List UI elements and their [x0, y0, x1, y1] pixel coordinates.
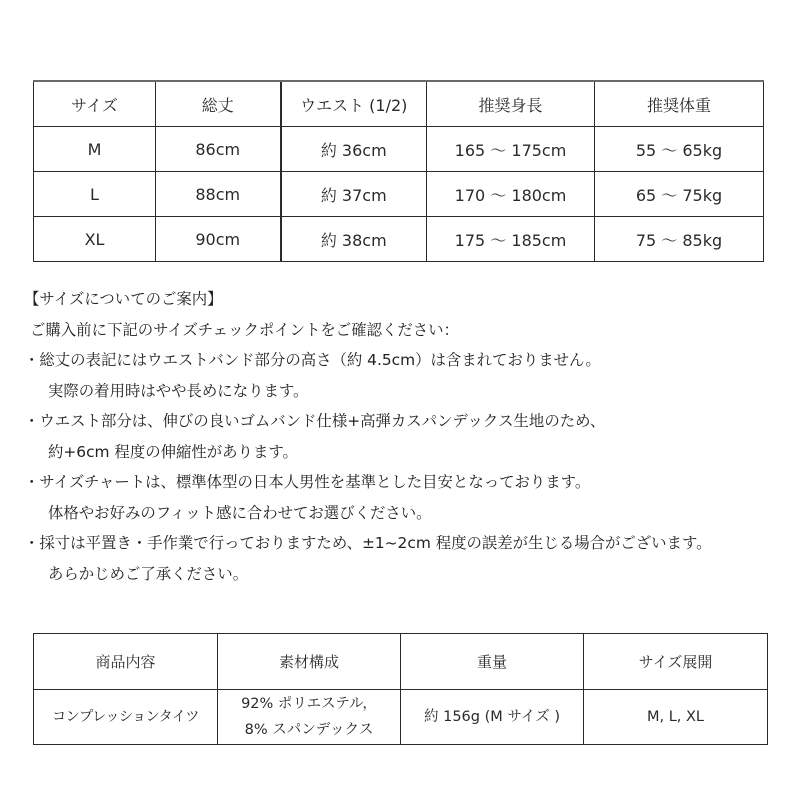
- cell-size-range: M, L, XL: [584, 690, 768, 745]
- size-chart-header-row: [34, 81, 764, 127]
- header-size: サイズ: [34, 81, 156, 127]
- cell-height: 175 ～ 185cm: [427, 217, 595, 262]
- note-item-length: ・総丈の表記にはウエストバンド部分の高さ（約 4.5cm）は含まれておりません。: [24, 351, 601, 369]
- cell-length: 86cm: [156, 127, 281, 172]
- header-recommended-height: 推奨身長: [427, 81, 595, 127]
- table-row: [34, 127, 764, 172]
- cell-waist: 約 36cm: [281, 127, 427, 172]
- spec-header-row: [34, 634, 768, 690]
- cell-size: XL: [34, 217, 156, 262]
- table-row: [34, 690, 768, 745]
- cell-material: [218, 690, 401, 745]
- header-material: 素材構成: [218, 634, 401, 690]
- note-item-chart-cont: 体格やお好みのフィット感に合わせてお選びください。: [48, 503, 432, 522]
- cell-height: 170 ～ 180cm: [427, 172, 595, 217]
- cell-weight: 55 ～ 65kg: [595, 127, 764, 172]
- note-item-waist-cont: 約+6cm 程度の伸縮性があります。: [48, 442, 298, 461]
- size-chart-table: [33, 80, 764, 262]
- cell-weight: 75 ～ 85kg: [595, 217, 764, 262]
- cell-height: 165 ～ 175cm: [427, 127, 595, 172]
- material-line-spandex: 8% スパンデックス: [244, 722, 374, 738]
- cell-size: M: [34, 127, 156, 172]
- cell-weight: 65 ～ 75kg: [595, 172, 764, 217]
- header-total-length: 総丈: [156, 81, 281, 127]
- cell-length: 90cm: [156, 217, 281, 262]
- table-row: [34, 172, 764, 217]
- note-item-length-cont: 実際の着用時はやや長めになります。: [48, 381, 309, 400]
- note-item-chart: ・サイズチャートは、標準体型の日本人男性を基準とした目安となっております。: [24, 473, 591, 491]
- cell-waist: 約 38cm: [281, 217, 427, 262]
- cell-weight: 約 156g (M サイズ ): [401, 690, 584, 745]
- note-item-measurement-cont: あらかじめご了承ください。: [48, 564, 249, 583]
- cell-waist: 約 37cm: [281, 172, 427, 217]
- product-spec-table: [33, 633, 768, 745]
- header-waist: ウエスト (1/2): [281, 81, 427, 127]
- header-product-content: 商品内容: [34, 634, 218, 690]
- note-item-waist: ・ウエスト部分は、伸びの良いゴムバンド仕様+高弾カスパンデックス生地のため、: [24, 412, 606, 430]
- material-line-polyester: 92% ポリエステル，: [241, 696, 377, 712]
- cell-length: 88cm: [156, 172, 281, 217]
- header-size-range: サイズ展開: [584, 634, 768, 690]
- size-guide-notes: [24, 284, 800, 589]
- note-item-measurement: ・採寸は平置き・手作業で行っておりますため、±1~2cm 程度の誤差が生じる場合がございます。: [24, 534, 712, 552]
- cell-size: L: [34, 172, 156, 217]
- notes-heading: 【サイズについてのご案内】: [24, 290, 223, 308]
- header-weight: 重量: [401, 634, 584, 690]
- cell-product-content: コンプレッションタイツ: [34, 690, 218, 745]
- header-recommended-weight: 推奨体重: [595, 81, 764, 127]
- table-row: [34, 217, 764, 262]
- notes-intro: ご購入前に下記のサイズチェックポイントをご確認ください：: [30, 320, 459, 339]
